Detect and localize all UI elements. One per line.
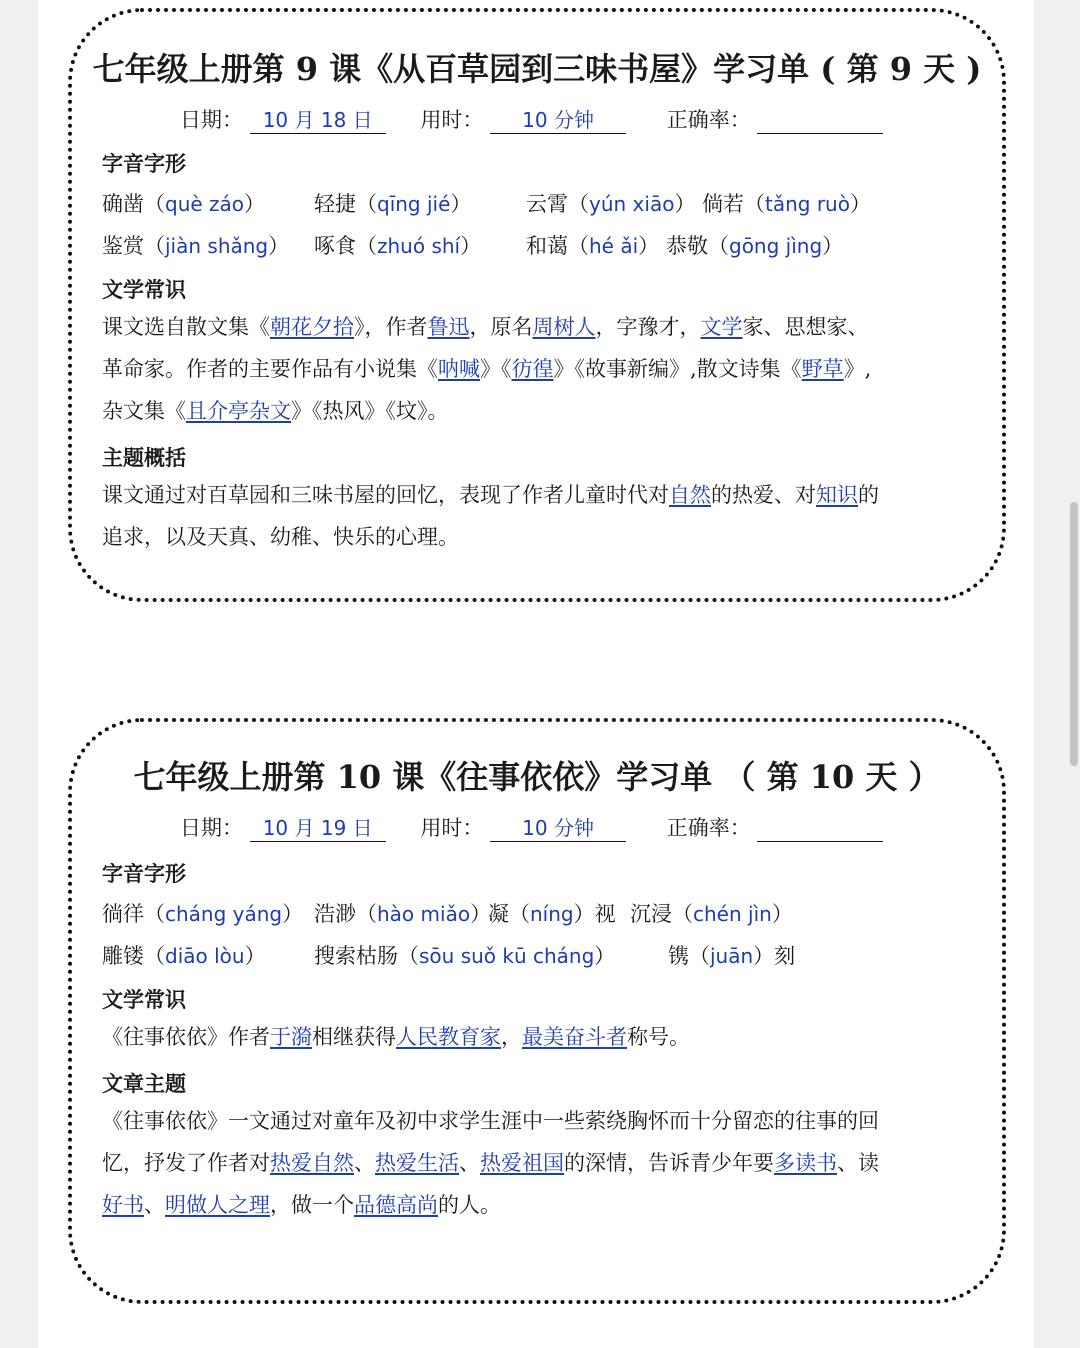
word-item: 徜徉（cháng yáng） — [102, 902, 304, 926]
word-item: 搜索枯肠（sōu suǒ kū cháng） — [314, 944, 616, 968]
accuracy-value — [757, 107, 883, 134]
lesson-10-meta — [180, 812, 883, 842]
word-item: 确凿（què záo） — [102, 192, 266, 216]
section-pronunciation: 字音字形 — [102, 862, 186, 886]
word-item: 啄食（zhuó shí） — [314, 234, 482, 258]
time-value: 10 分钟 — [490, 107, 626, 134]
section-theme: 主题概括 — [102, 446, 186, 470]
text-line: 课文选自散文集《朝花夕拾》，作者鲁迅，原名周树人，字豫才，文学家、思想家、 — [102, 315, 869, 339]
time-value: 10 分钟 — [490, 815, 626, 842]
word-item: 云霄（yún xiāo） — [526, 192, 696, 216]
date-label: 日期： — [180, 816, 243, 840]
word-item: 雕镂（diāo lòu） — [102, 944, 266, 968]
section-pronunciation: 字音字形 — [102, 152, 186, 176]
lesson-9-meta — [180, 104, 883, 134]
section-literature: 文学常识 — [102, 278, 186, 302]
text-line: 课文通过对百草园和三味书屋的回忆，表现了作者儿童时代对自然的热爱、对知识的 — [102, 483, 879, 507]
text-line: 杂文集《且介亭杂文》《热风》《坟》。 — [102, 399, 449, 423]
word-item: 鉴赏（jiàn shǎng） — [102, 234, 290, 258]
lesson-9-card — [68, 8, 1006, 602]
word-item: 恭敬（gōng jìng） — [666, 234, 844, 258]
scrollbar-thumb[interactable] — [1070, 502, 1078, 766]
text-line: 革命家。作者的主要作品有小说集《呐喊》《彷徨》《故事新编》,散文诗集《野草》, — [102, 357, 872, 381]
accuracy-value — [757, 815, 883, 842]
word-item: 镌（juān）刻 — [668, 944, 796, 968]
literature-paragraph — [102, 1016, 980, 1058]
text-line: 好书、明做人之理，做一个品德高尚的人。 — [102, 1193, 501, 1217]
word-item: 和蔼（hé ǎi） — [526, 234, 660, 258]
date-value: 10 月 18 日 — [250, 107, 386, 134]
text-line: 《往事依依》一文通过对童年及初中求学生涯中一些萦绕胸怀而十分留恋的往事的回 — [102, 1109, 879, 1133]
word-item: 轻捷（qīng jié） — [314, 192, 472, 216]
literature-paragraph — [102, 306, 980, 432]
date-value: 10 月 19 日 — [250, 815, 386, 842]
section-article-theme: 文章主题 — [102, 1072, 186, 1096]
lesson-9-title: 七年级上册第 9 课《从百草园到三味书屋》学习单 ( 第 9 天 ) — [92, 50, 982, 88]
time-label: 用时： — [420, 816, 484, 840]
time-label: 用时： — [420, 108, 484, 132]
date-label: 日期： — [180, 108, 243, 132]
text-line: 《往事依依》作者于漪相继获得人民教育家，最美奋斗者称号。 — [102, 1025, 690, 1049]
lesson-10-title: 七年级上册第 10 课《往事依依》学习单 （ 第 10 天 ） — [133, 758, 941, 796]
word-item: 凝（níng）视 — [488, 902, 616, 926]
text-line: 追求，以及天真、幼稚、快乐的心理。 — [102, 525, 459, 549]
theme-paragraph — [102, 1100, 980, 1226]
accuracy-label: 正确率： — [666, 108, 751, 132]
word-item: 浩渺（hào miǎo） — [314, 902, 492, 926]
lesson-10-card — [68, 718, 1006, 1304]
text-line: 忆，抒发了作者对热爱自然、热爱生活、热爱祖国的深情，告诉青少年要多读书、读 — [102, 1151, 879, 1175]
word-item: 沉浸（chén jìn） — [630, 902, 793, 926]
theme-paragraph — [102, 474, 980, 558]
section-literature: 文学常识 — [102, 988, 186, 1012]
accuracy-label: 正确率： — [666, 816, 751, 840]
word-item: 倘若（tǎng ruò） — [702, 192, 871, 216]
